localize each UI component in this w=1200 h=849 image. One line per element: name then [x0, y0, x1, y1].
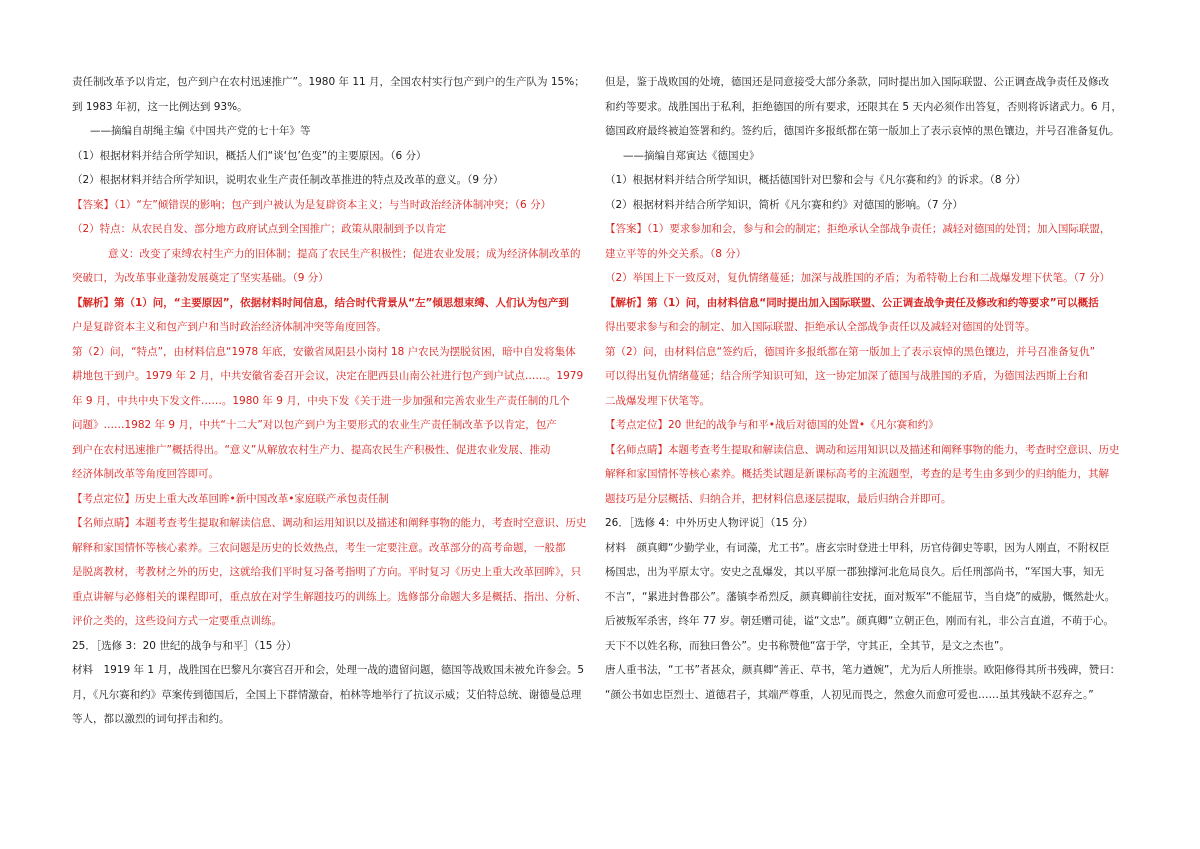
text-line: （1）根据材料并结合所学知识，概括人们“谈‘包’色变”的主要原因。（6 分）: [72, 149, 427, 162]
text-line: 【解析】第（1）问，由材料信息“同时提出加入国际联盟、公正调查战争责任及修改和约等要求”可以概括: [605, 296, 1099, 309]
text-line: （2）举国上下一致反对，复仇情绪蔓延；加深与战胜国的矛盾；为希特勒上台和二战爆发埋下伏笔。（7 分）: [605, 272, 1110, 284]
text-line: 【答案】（1）“左”倾错误的影响；包产到户被认为是复辟资本主义；与当时政治经济体制冲突；（6 分）: [72, 198, 552, 211]
text-line: ——摘编自胡绳主编《中国共产党的七十年》等: [90, 125, 311, 137]
text-line: 经济体制改革等角度回答即可。: [72, 468, 219, 480]
text-line: （2）根据材料并结合所学知识，说明农业生产责任制改革推进的特点及改革的意义。（9 分）: [72, 174, 504, 186]
left-column: [72, 70, 592, 732]
text-line: 到 1983 年初，这一比例达到 93%。: [72, 100, 248, 113]
text-line: 【考点定位】历史上重大改革回眸•新中国改革•家庭联产承包责任制: [72, 492, 389, 505]
right-column: [605, 70, 1125, 707]
text-line: 问题》……1982 年 9 月，中共“十二大”对以包产到户为主要形式的农业生产责任制改革予以肯定，包产: [72, 419, 557, 431]
text-line: 户是复辟资本主义和包产到户和当时政治经济体制冲突等角度回答。: [72, 321, 387, 333]
text-line: 天下不以姓名称，而独曰鲁公”。史书称赞他“富于学，守其正，全其节，是文之杰也”。: [605, 639, 1010, 652]
text-line: 责任制改革予以肯定，包产到户在农村迅速推广”。1980 年 11 月，全国农村实行包产到户的生产队为 15%；: [72, 76, 585, 88]
text-line: 后被叛军杀害，终年 77 岁。朝廷赠司徒，谥“文忠”。颜真卿“立朝正色，刚而有礼，非公言直道，不萌于心。: [605, 615, 1114, 627]
text-line: 等人，都以激烈的词句抨击和约。: [72, 713, 230, 725]
text-line: 第（2）问，“特点”，由材料信息“1978 年底，安徽省凤阳县小岗村 18 户农民为摆脱贫困，暗中自发将集体: [72, 345, 576, 358]
text-line: 德国政府最终被迫签署和约。签约后，德国许多报纸都在第一版加上了表示哀悼的黑色镶边，并号召准备复仇。: [605, 125, 1120, 137]
text-line: 是脱离教材，考教材之外的历史，这就给我们平时复习备考指明了方向。平时复习《历史上重大改革回眸》，只: [72, 566, 582, 578]
text-line: 解释和家国情怀等核心素养。概括类试题是新课标高考的主流题型，考查的是考生由多到少的归纳能力，其解: [605, 468, 1109, 480]
text-line: 【名师点睛】本题考查考生提取和解读信息、调动和运用知识以及描述和阐释事物的能力，考查时空意识、历史: [605, 443, 1120, 456]
text-line: 但是，鉴于战败国的处境，德国还是同意接受大部分条款，同时提出加入国际联盟、公正调查战争责任及修改: [605, 76, 1109, 88]
text-line: “颜公书如忠臣烈士、道德君子，其端严尊重，人初见而畏之，然愈久而愈可爱也……虽其残缺不忍弃之。”: [605, 688, 1094, 701]
text-line: 【考点定位】20 世纪的战争与和平•战后对德国的处置•《凡尔赛和约》: [605, 419, 939, 431]
text-line: 26．［选修 4：中外历史人物评说］（15 分）: [605, 517, 814, 529]
text-line: 材料 1919 年 1 月，战胜国在巴黎凡尔赛宫召开和会，处理一战的遗留问题，德国等战败国未被允许参会。5: [72, 664, 585, 676]
text-line: ——摘编自郑寅达《德国史》: [623, 149, 760, 162]
text-line: 25．［选修 3：20 世纪的战争与和平］（15 分）: [72, 639, 297, 652]
text-line: 意义：改变了束缚农村生产力的旧体制；提高了农民生产积极性；促进农业发展；成为经济体制改革的: [108, 247, 581, 260]
text-line: 建立平等的外交关系。（8 分）: [605, 247, 747, 260]
text-line: 可以得出复仇情绪蔓延；结合所学知识可知，这一协定加深了德国与战胜国的矛盾，为德国法西斯上台和: [605, 370, 1088, 382]
text-line: （1）根据材料并结合所学知识，概括德国针对巴黎和会与《凡尔赛和约》的诉求。（8 分）: [605, 174, 1026, 186]
text-line: 【答案】（1）要求参加和会，参与和会的制定；拒绝承认全部战争责任；减轻对德国的处罚；加入国际联盟，: [605, 223, 1111, 235]
text-line: （2）根据材料并结合所学知识，简析《凡尔赛和约》对德国的影响。（7 分）: [605, 198, 963, 211]
text-line: 到户在农村迅速推广”概括得出。“意义”从解放农村生产力、提高农民生产积极性、促进农业发展、推动: [72, 443, 551, 456]
text-line: 解释和家国情怀等核心素养。三农问题是历史的长效热点，考生一定要注意。改革部分的高考命题，一般都: [72, 541, 566, 554]
text-line: 评价之类的，这些设问方式一定要重点训练。: [72, 615, 282, 627]
text-line: 材料 颜真卿“少勤学业，有词藻，尤工书”。唐玄宗时登进士甲科，历官侍御史等职，因为人刚直，不附权臣: [605, 541, 1110, 554]
text-line: 突破口，为改革事业蓬勃发展奠定了坚实基础。（9 分）: [72, 272, 329, 284]
text-line: 年 9 月，中共中央下发文件……。1980 年 9 月，中央下发《关于进一步加强和完善农业生产责任制的几个: [72, 394, 570, 407]
text-line: （2）特点：从农民自发、部分地方政府试点到全国推广；政策从限制到予以肯定: [72, 223, 447, 235]
text-line: 耕地包干到户。1979 年 2 月，中共安徽省委召开会议，决定在肥西县山南公社进行包产到户试点……。1979: [72, 370, 584, 382]
text-line: 和约等要求。战胜国出于私利，拒绝德国的所有要求，还限其在 5 天内必须作出答复，否则将诉诸武力。6 月，: [605, 100, 1122, 113]
text-line: 二战爆发埋下伏笔等。: [605, 394, 710, 407]
text-line: 杨国忠，出为平原太守。安史之乱爆发，其以平原一郡独撑河北危局良久。后任刑部尚书，“军国大事，知无: [605, 566, 1104, 578]
text-line: 题技巧是分层概括、归纳合并，把材料信息逐层提取，最后归纳合并即可。: [605, 492, 952, 505]
text-line: 第（2）问，由材料信息“签约后，德国许多报纸都在第一版加上了表示哀悼的黑色镶边，并号召准备复仇”: [605, 345, 1096, 358]
text-line: 【解析】第（1）问，“主要原因”，依据材料时间信息，结合时代背景从“左”倾思想束缚、人们认为包产到: [72, 296, 569, 309]
text-line: 不言”，“累进封鲁郡公”。藩镇李希烈反，颜真卿前往安抚，面对叛军“不能屈节，当自烧”的威胁，慨然赴火。: [605, 590, 1116, 603]
text-line: 唐人重书法，“工书”者甚众，颜真卿“善正、草书，笔力遒婉”，尤为后人所推崇。欧阳修得其所书残碑，赞曰：: [605, 664, 1121, 676]
text-line: 【名师点睛】本题考查考生提取和解读信息、调动和运用知识以及描述和阐释事物的能力，考查时空意识、历史: [72, 517, 587, 529]
text-line: 得出要求参与和会的制定、加入国际联盟、拒绝承认全部战争责任以及减轻对德国的处罚等。: [605, 321, 1036, 333]
text-line: 月，《凡尔赛和约》草案传到德国后，全国上下群情激奋，柏林等地举行了抗议示威；艾伯特总统、谢德曼总理: [72, 688, 582, 701]
text-line: 重点讲解与必修相关的课程即可，重点放在对学生解题技巧的训练上。选修部分命题大多是概括、指出、分析、: [72, 590, 587, 603]
